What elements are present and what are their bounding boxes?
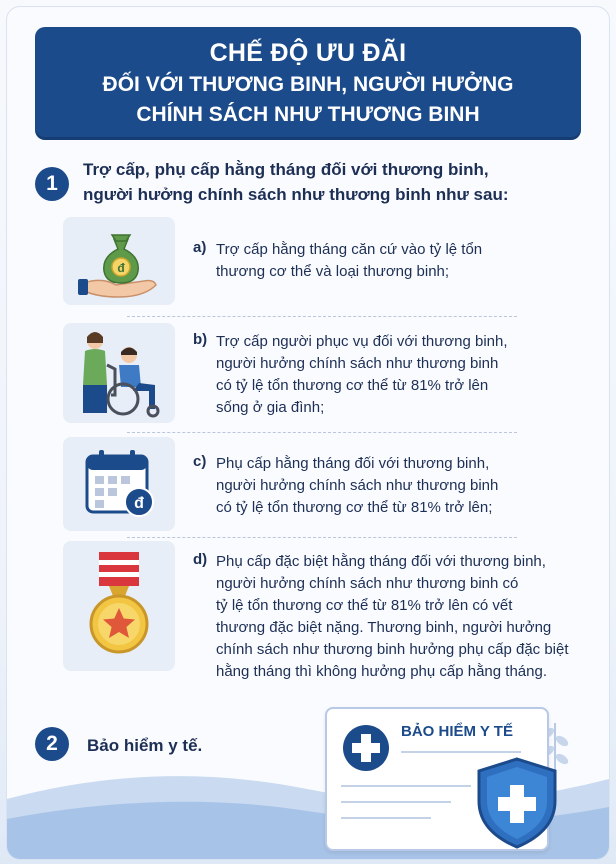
- section-2-title: Bảo hiểm y tế.: [87, 736, 203, 755]
- item-a-letter: a): [193, 239, 207, 256]
- section-1-number: 1: [35, 167, 69, 201]
- header-subtitle-line1: ĐỐI VỚI THƯƠNG BINH, NGƯỜI HƯỞNG: [102, 73, 514, 96]
- header-subtitle-line2: CHÍNH SÁCH NHƯ THƯƠNG BINH: [136, 103, 480, 126]
- shield-cross-icon: [473, 755, 561, 851]
- item-d-line: thương đặc biệt nặng. Thương binh, người hưởng: [216, 619, 552, 636]
- item-d-line: người hưởng chính sách như thương binh có: [216, 575, 519, 592]
- section-1-title-line1: Trợ cấp, phụ cấp hằng tháng đối với thương binh,: [83, 160, 489, 179]
- item-c-text: [216, 453, 571, 519]
- list-item-b: [63, 323, 577, 423]
- item-c-line: người hưởng chính sách như thương binh: [216, 477, 499, 494]
- item-d-line: hằng tháng thì không hưởng phụ cấp hằng tháng.: [216, 663, 547, 680]
- card-line: [401, 751, 521, 753]
- section-1-title-line2: người hưởng chính sách như thương binh như sau:: [83, 185, 509, 204]
- item-d-line: Phụ cấp đặc biệt hằng tháng đối với thương binh,: [216, 553, 546, 570]
- item-d-letter: d): [193, 551, 208, 568]
- item-a-line: Trợ cấp hằng tháng căn cứ vào tỷ lệ tổn: [216, 241, 483, 258]
- medical-cross-icon: [341, 723, 391, 773]
- divider: [127, 316, 517, 317]
- item-d-line: tỷ lệ tổn thương cơ thể từ 81% trở lên có vết: [216, 597, 513, 614]
- item-b-text: [216, 331, 571, 419]
- card-line: [341, 785, 471, 787]
- item-c-line: có tỷ lệ tổn thương cơ thể từ 81% trở lên;: [216, 499, 493, 516]
- item-d-line: chính sách như thương binh hưởng phụ cấp đặc biệt: [216, 641, 569, 658]
- svg-text:đ: đ: [134, 495, 144, 512]
- medal-icon: [63, 541, 175, 671]
- section-1-title: [83, 157, 583, 207]
- header-banner: [35, 27, 581, 137]
- list-item-d: [63, 541, 577, 680]
- card-line: [341, 817, 431, 819]
- item-b-line: Trợ cấp người phục vụ đối với thương binh,: [216, 333, 508, 350]
- section-2-number: 2: [35, 727, 69, 761]
- item-b-line: sống ở gia đình;: [216, 399, 325, 416]
- item-c-letter: c): [193, 453, 207, 470]
- list-item-a: [63, 217, 577, 307]
- item-b-line: người hưởng chính sách như thương binh: [216, 355, 499, 372]
- svg-text:đ: đ: [117, 261, 125, 275]
- caregiver-wheelchair-icon: [63, 323, 175, 423]
- card-title: BẢO HIỂM Y TẾ: [401, 723, 513, 740]
- divider: [127, 537, 517, 538]
- money-bag-hand-icon: [63, 217, 175, 305]
- item-b-letter: b): [193, 331, 208, 348]
- card-line: [341, 801, 451, 803]
- item-d-text: [216, 551, 576, 683]
- infographic-frame: [6, 6, 610, 860]
- item-b-line: có tỷ lệ tổn thương cơ thể từ 81% trở lên: [216, 377, 489, 394]
- item-c-line: Phụ cấp hằng tháng đối với thương binh,: [216, 455, 490, 472]
- header-title: CHẾ ĐỘ ƯU ĐÃI: [209, 39, 407, 67]
- calendar-money-icon: [63, 437, 175, 531]
- item-a-line: thương cơ thể và loại thương binh;: [216, 263, 450, 280]
- divider: [127, 432, 517, 433]
- list-item-c: [63, 437, 577, 531]
- item-a-text: [216, 239, 571, 283]
